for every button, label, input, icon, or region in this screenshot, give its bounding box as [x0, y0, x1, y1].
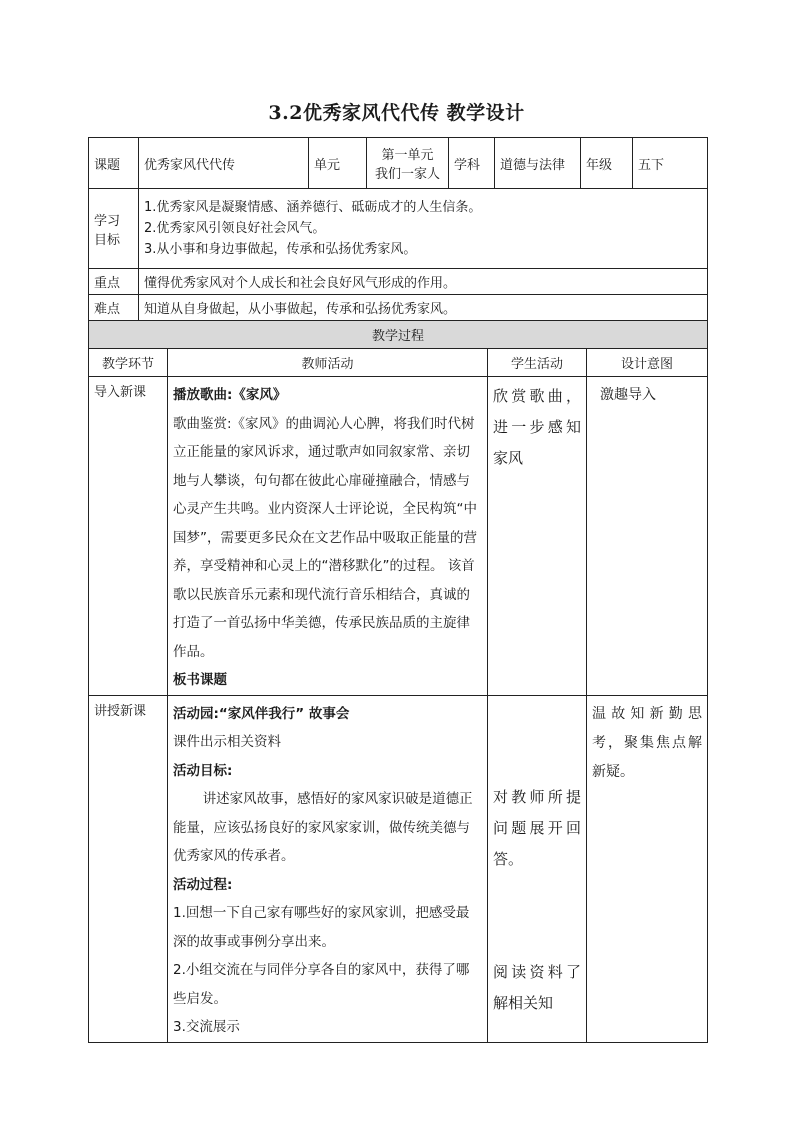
stage-intro: 导入新课 [89, 377, 168, 696]
teacher-new-process-label: 活动过程: [173, 876, 233, 893]
col-design-header: 设计意图 [587, 349, 708, 377]
goals-label-line2: 目标 [94, 232, 121, 248]
info-row-topic [89, 138, 708, 189]
teacher-intro [168, 377, 488, 696]
process-heading: 教学过程 [89, 321, 708, 349]
teacher-new-step2: 2.小组交流在与同伴分享各自的家风中，获得了哪些启发。 [173, 962, 470, 1007]
teacher-new-line: 课件出示相关资料 [173, 734, 281, 750]
student-intro-text: 欣赏歌曲，进一步感知家风 [493, 387, 581, 467]
goals-label-line1: 学习 [94, 213, 121, 229]
topic-value: 优秀家风代代传 [139, 138, 309, 189]
process-heading-row [89, 321, 708, 349]
teacher-intro-footer: 板书课题 [173, 672, 227, 688]
student-new-answer: 对教师所提问题展开回答。 [493, 787, 581, 868]
teacher-intro-body: 歌曲鉴赏:《家风》的曲调沁人心脾，将我们时代树立正能量的家风诉求，通过歌声如同叙家常、亲切地与人攀谈，句句都在彼此心扉碰撞融合，情感与心灵产生共鸣。业内资深人士评论说，全民构筑“中国梦”，需要更多民众在文艺作品中吸取正能量的营养，享受精神和心灵上的“潜移默化”的过程。 该首歌以民族音乐元素和现代流行音乐相结合，真诚的打造了一首弘扬中华美德，传承民族品质的主旋律作品。 [173, 415, 477, 660]
teacher-new-heading: 活动园:“家风伴我行” 故事会 [173, 705, 350, 722]
col-stage-header: 教学环节 [89, 349, 168, 377]
topic-label: 课题 [89, 138, 139, 189]
goals-label [89, 189, 139, 269]
student-new-gap [493, 700, 581, 782]
student-new [488, 695, 587, 1042]
goal-item: 2.优秀家风引领良好社会风气。 [144, 221, 326, 236]
goal-item: 3.从小事和身边事做起，传承和弘扬优秀家风。 [144, 242, 417, 257]
key-label: 重点 [89, 269, 139, 295]
grade-label: 年级 [581, 138, 633, 189]
goal-item: 1.优秀家风是凝聚情感、涵养德行、砥砺成才的人生信条。 [144, 200, 482, 215]
teacher-new-step1: 1.回想一下自己家有哪些好的家风家训，把感受最深的故事或事例分享出来。 [173, 905, 470, 950]
difficulty-value: 知道从自身做起，从小事做起，传承和弘扬优秀家风。 [139, 295, 708, 321]
teacher-new-step3: 3.交流展示 [173, 1019, 240, 1035]
subject-value: 道德与法律 [495, 138, 581, 189]
design-intro-text: 激趣导入 [600, 387, 656, 403]
student-new-reading: 阅读资料了解相关知 [493, 962, 581, 1012]
teacher-intro-heading: 播放歌曲:《家风》 [173, 387, 287, 403]
process-header-row [89, 349, 708, 377]
student-intro [488, 377, 587, 696]
subject-label: 学科 [449, 138, 495, 189]
design-new [587, 695, 708, 1042]
process-table [88, 320, 708, 1043]
key-value: 懂得优秀家风对个人成长和社会良好风气形成的作用。 [139, 269, 708, 295]
difficulty-label: 难点 [89, 295, 139, 321]
col-student-header: 学生活动 [488, 349, 587, 377]
info-table [88, 137, 708, 321]
process-row-intro [89, 377, 708, 696]
col-teacher-header: 教师活动 [168, 349, 488, 377]
document-title: 3.2优秀家风代代传 教学设计 [268, 102, 525, 124]
info-row-goals [89, 189, 708, 269]
teacher-new-goal-label: 活动目标: [173, 762, 233, 779]
goals-list [139, 189, 708, 269]
teacher-new [168, 695, 488, 1042]
design-intro [587, 377, 708, 696]
unit-value-line1: 第一单元 [381, 148, 434, 163]
student-new-gap2 [493, 875, 581, 957]
stage-new: 讲授新课 [89, 695, 168, 1042]
grade-value: 五下 [633, 138, 708, 189]
process-row-new [89, 695, 708, 1042]
info-row-difficulty [89, 295, 708, 321]
unit-value [367, 138, 449, 189]
info-row-key [89, 269, 708, 295]
unit-value-line2: 我们一家人 [374, 167, 440, 182]
teacher-new-goal-text: 讲述家风故事，感悟好的家风家识破是道德正能量，应该弘扬良好的家风家家训，做传统美德与优秀家风的传承者。 [173, 791, 473, 864]
design-new-text: 温故知新勤思考，聚集焦点解新疑。 [592, 705, 703, 780]
unit-label: 单元 [309, 138, 367, 189]
